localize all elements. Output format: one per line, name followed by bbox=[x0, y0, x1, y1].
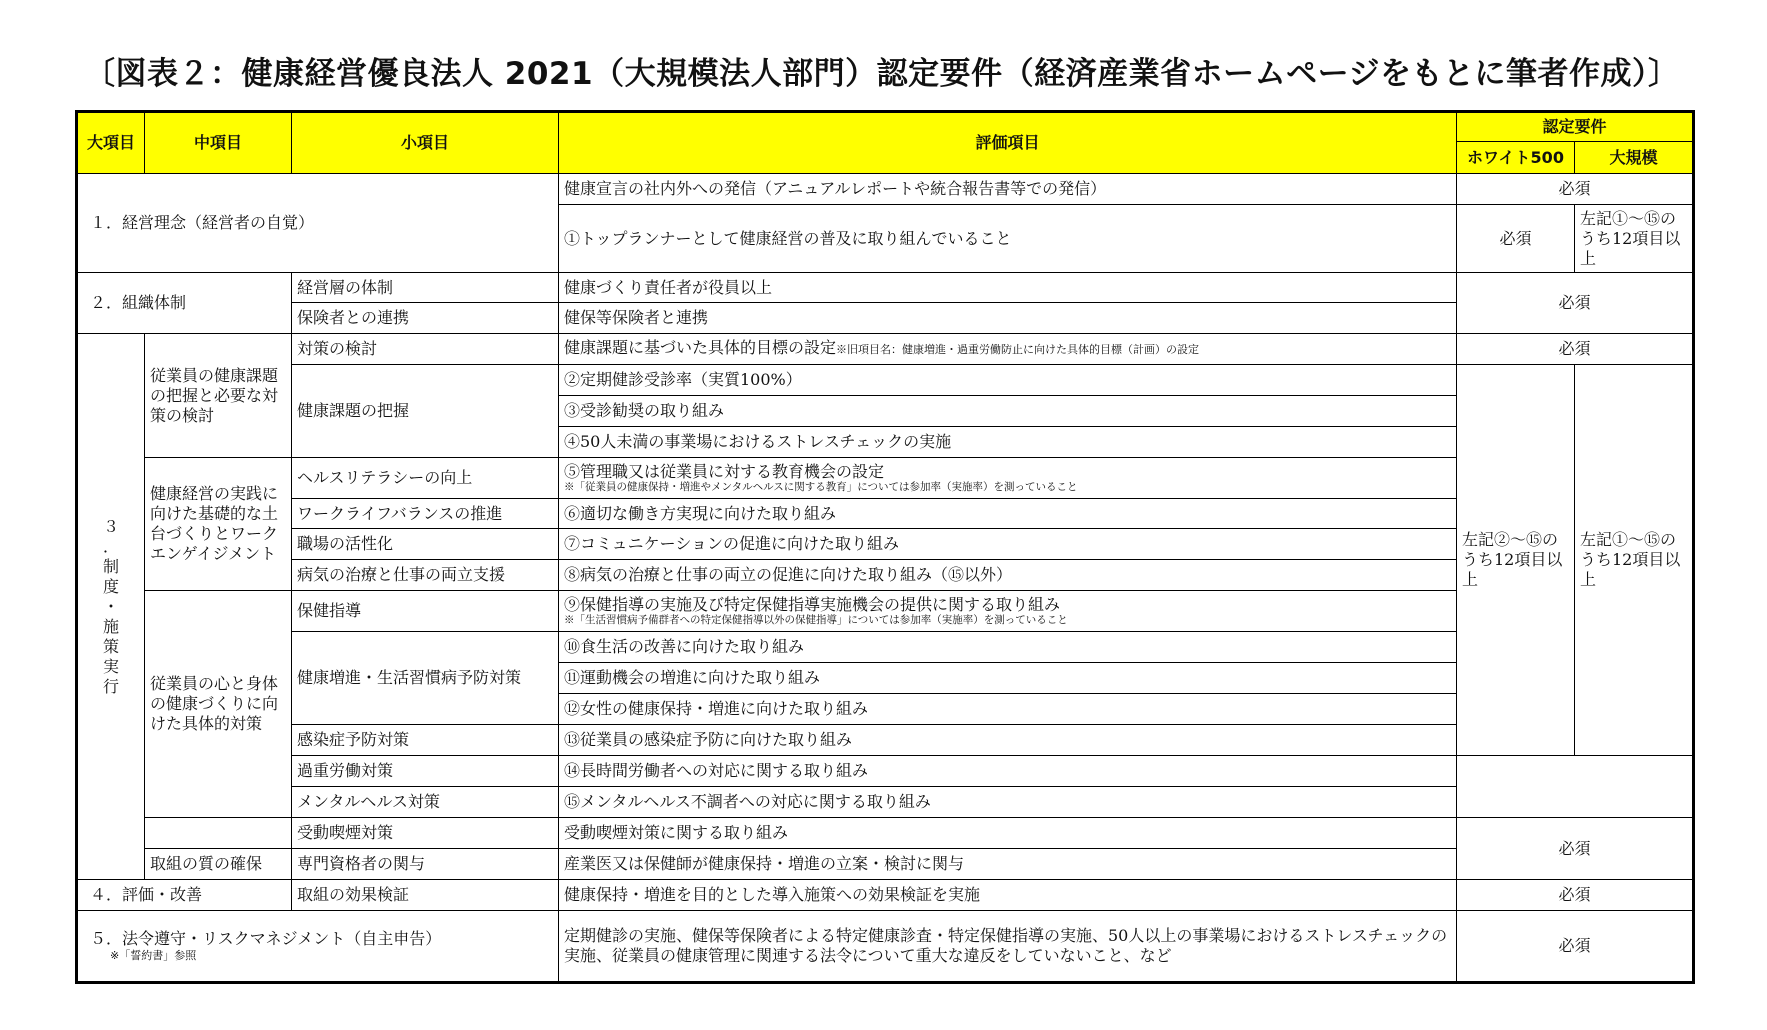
category-3-char: 制 bbox=[102, 556, 119, 576]
header-major: 大項目 bbox=[77, 112, 145, 174]
eval-cell: ⑩食生活の改善に向けた取り組み bbox=[559, 632, 1457, 663]
category-3-char: ３ bbox=[102, 516, 119, 536]
category-1: １．経営理念（経営者の自覚） bbox=[77, 174, 559, 273]
eval-cell: ④50人未満の事業場におけるストレスチェックの実施 bbox=[559, 427, 1457, 458]
eval-cell: 健保等保険者と連携 bbox=[559, 303, 1457, 334]
minor-item: 専門資格者の関与 bbox=[292, 849, 559, 880]
category-5-note: ※「誓約書」参照 bbox=[110, 949, 197, 962]
eval-cell: ⑬従業員の感染症予防に向けた取り組み bbox=[559, 725, 1457, 756]
requirement-cell: 必須 bbox=[1457, 174, 1694, 205]
eval-text: ⑨保健指導の実施及び特定保健指導実施機会の提供に関する取り組み bbox=[564, 595, 1061, 614]
category-3-char: ． bbox=[102, 536, 119, 556]
middle-item-c: 従業員の心と身体の健康づくりに向けた具体的対策 bbox=[145, 591, 292, 818]
eval-cell: ⑪運動機会の増進に向けた取り組み bbox=[559, 663, 1457, 694]
middle-item-blank bbox=[145, 818, 292, 849]
page-title: 〔図表２：健康経営優良法人 2021（大規模法人部門）認定要件（経済産業省ホームページをもとに筆者作成）〕 bbox=[84, 56, 1680, 92]
category-3-char: 施 bbox=[102, 616, 119, 636]
requirement-cell: 必須 bbox=[1457, 334, 1694, 365]
eval-cell: 健康宣言の社内外への発信（アニュアルレポートや統合報告書等での発信） bbox=[559, 174, 1457, 205]
requirement-white500-span: 左記②～⑮のうち12項目以上 bbox=[1457, 365, 1575, 756]
category-2: ２．組織体制 bbox=[77, 273, 292, 334]
minor-item: 病気の治療と仕事の両立支援 bbox=[292, 560, 559, 591]
minor-item: 健康増進・生活習慣病予防対策 bbox=[292, 632, 559, 725]
eval-cell: ①トップランナーとして健康経営の普及に取り組んでいること bbox=[559, 205, 1457, 273]
eval-cell bbox=[559, 334, 1457, 365]
category-5 bbox=[77, 911, 559, 983]
minor-item: ワークライフバランスの推進 bbox=[292, 499, 559, 529]
eval-cell bbox=[559, 458, 1457, 499]
category-3-char: 策 bbox=[102, 636, 119, 656]
category-3-char: 実 bbox=[102, 656, 119, 676]
eval-cell: ⑮メンタルヘルス不調者への対応に関する取り組み bbox=[559, 787, 1457, 818]
eval-text: ⑤管理職又は従業員に対する教育機会の設定 bbox=[564, 462, 885, 481]
minor-item: 感染症予防対策 bbox=[292, 725, 559, 756]
minor-item: 受動喫煙対策 bbox=[292, 818, 559, 849]
category-3-char: 行 bbox=[102, 676, 119, 696]
eval-cell: ⑫女性の健康保持・増進に向けた取り組み bbox=[559, 694, 1457, 725]
middle-item-d: 取組の質の確保 bbox=[145, 849, 292, 880]
minor-item: 健康課題の把握 bbox=[292, 365, 559, 458]
middle-item-b: 健康経営の実践に向けた基礎的な土台づくりとワークエンゲイジメント bbox=[145, 458, 292, 591]
requirement-large-cell: 左記①～⑮のうち12項目以上 bbox=[1575, 205, 1694, 273]
eval-cell bbox=[559, 591, 1457, 632]
eval-cell: ⑥適切な働き方実現に向けた取り組み bbox=[559, 499, 1457, 529]
minor-item: ヘルスリテラシーの向上 bbox=[292, 458, 559, 499]
header-middle: 中項目 bbox=[145, 112, 292, 174]
minor-item: 経営層の体制 bbox=[292, 273, 559, 303]
eval-note: ※「生活習慣病予備群者への特定保健指導以外の保健指導」については参加率（実施率）を測っていること bbox=[564, 614, 1068, 626]
category-3-char: 度 bbox=[102, 576, 119, 596]
requirement-large-span: 左記①～⑮のうち12項目以上 bbox=[1575, 365, 1694, 756]
requirement-white500-cell: 必須 bbox=[1457, 205, 1575, 273]
category-3 bbox=[77, 334, 145, 880]
requirement-cell: 必須 bbox=[1457, 818, 1694, 880]
minor-item: 対策の検討 bbox=[292, 334, 559, 365]
category-5-label: ５．法令遵守・リスクマネジメント（自主申告） bbox=[90, 929, 442, 948]
minor-item: 過重労働対策 bbox=[292, 756, 559, 787]
eval-cell: 受動喫煙対策に関する取り組み bbox=[559, 818, 1457, 849]
category-3-char: ・ bbox=[102, 596, 119, 616]
category-4: ４．評価・改善 bbox=[77, 880, 292, 911]
eval-cell: ②定期健診受診率（実質100%） bbox=[559, 365, 1457, 396]
eval-cell: 健康保持・増進を目的とした導入施策への効果検証を実施 bbox=[559, 880, 1457, 911]
header-white500: ホワイト500 bbox=[1457, 142, 1575, 174]
eval-cell: 健康づくり責任者が役員以上 bbox=[559, 273, 1457, 303]
minor-item: 保健指導 bbox=[292, 591, 559, 632]
header-requirement: 認定要件 bbox=[1457, 112, 1694, 142]
minor-item: メンタルヘルス対策 bbox=[292, 787, 559, 818]
eval-cell: ③受診勧奨の取り組み bbox=[559, 396, 1457, 427]
minor-item: 取組の効果検証 bbox=[292, 880, 559, 911]
header-minor: 小項目 bbox=[292, 112, 559, 174]
certification-requirements-table bbox=[75, 110, 1695, 984]
eval-cell: ⑧病気の治療と仕事の両立の促進に向けた取り組み（⑮以外） bbox=[559, 560, 1457, 591]
eval-cell: ⑦コミュニケーションの促進に向けた取り組み bbox=[559, 529, 1457, 560]
eval-text: 健康課題に基づいた具体的目標の設定 bbox=[564, 338, 837, 357]
eval-cell: ⑭長時間労働者への対応に関する取り組み bbox=[559, 756, 1457, 787]
requirement-cell: 必須 bbox=[1457, 880, 1694, 911]
requirement-cell: 必須 bbox=[1457, 911, 1694, 983]
eval-cell: 産業医又は保健師が健康保持・増進の立案・検討に関与 bbox=[559, 849, 1457, 880]
requirement-cell: 必須 bbox=[1457, 273, 1694, 334]
minor-item: 職場の活性化 bbox=[292, 529, 559, 560]
eval-note: ※「従業員の健康保持・増進やメンタルヘルスに関する教育」については参加率（実施率）を測っていること bbox=[564, 481, 1078, 493]
header-large: 大規模 bbox=[1575, 142, 1694, 174]
eval-cell: 定期健診の実施、健保等保険者による特定健康診査・特定保健指導の実施、50人以上の事業場におけるストレスチェックの実施、従業員の健康管理に関連する法令について重大な違反をしていないこと、など bbox=[559, 911, 1457, 983]
eval-note: ※旧項目名：健康増進・過重労働防止に向けた具体的目標（計画）の設定 bbox=[836, 343, 1200, 356]
minor-item: 保険者との連携 bbox=[292, 303, 559, 334]
middle-item-a: 従業員の健康課題の把握と必要な対策の検討 bbox=[145, 334, 292, 458]
header-eval: 評価項目 bbox=[559, 112, 1457, 174]
